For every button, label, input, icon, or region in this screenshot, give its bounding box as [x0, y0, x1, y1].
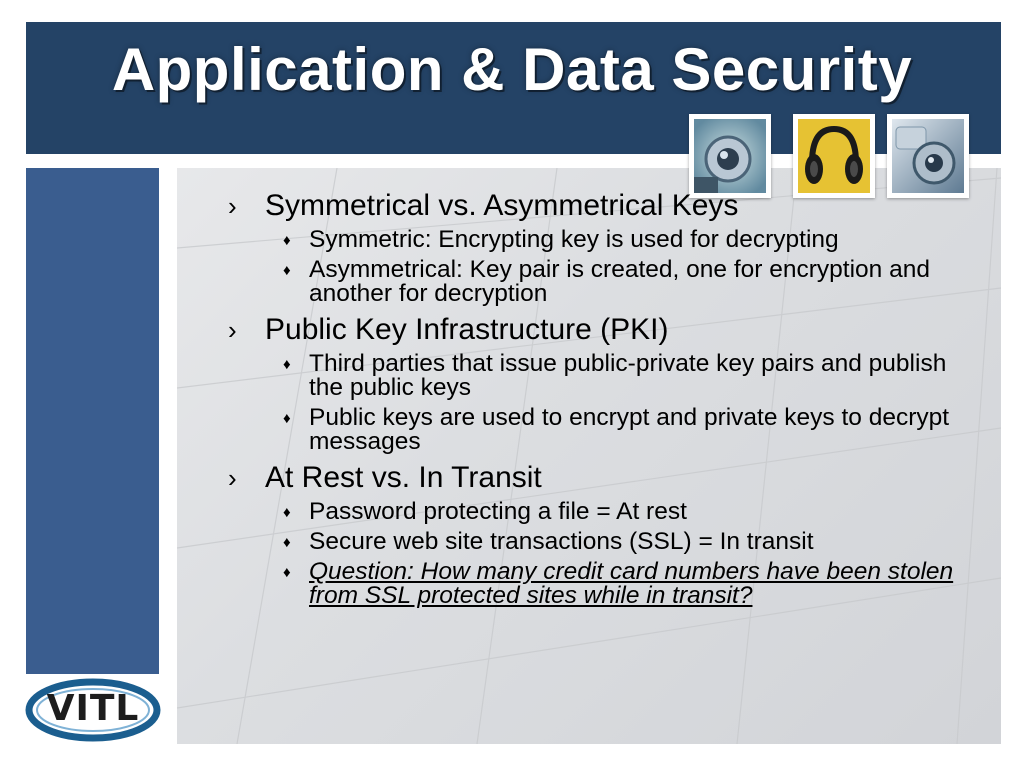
diamond-bullet-icon: ♦: [283, 504, 291, 521]
diamond-bullet-icon: ♦: [283, 534, 291, 551]
sidebar-accent: [26, 168, 159, 674]
chevron-bullet-icon: ›: [228, 315, 237, 345]
diamond-bullet-icon: ♦: [283, 232, 291, 249]
diamond-bullet-icon: ♦: [283, 564, 291, 581]
diamond-bullet-icon: ♦: [283, 410, 291, 427]
sub-bullet-text: Secure web site transactions (SSL) = In transit: [309, 528, 814, 555]
sub-bullet-text: Password protecting a file = At rest: [309, 498, 687, 525]
sub-bullet: [273, 530, 968, 554]
sub-bullet-question: [273, 560, 968, 608]
question-text: Question: How many credit card numbers have been stolen from SSL protected sites while in transit?: [309, 558, 954, 609]
sub-bullet: [273, 228, 968, 252]
bullet-symmetric-keys: [228, 190, 968, 222]
sub-bullet-text: Third parties that issue public-private key pairs and publish the public keys: [309, 350, 947, 401]
bullet-at-rest-in-transit: [228, 462, 968, 494]
bullet-pki: [228, 314, 968, 346]
sub-bullet: [273, 406, 968, 454]
chevron-bullet-icon: ›: [228, 463, 237, 493]
sub-bullet-text: Public keys are used to encrypt and private keys to decrypt messages: [309, 404, 950, 455]
sub-bullet: [273, 352, 968, 400]
vitl-logo: [24, 676, 162, 742]
sub-bullet-text: Asymmetrical: Key pair is created, one for encryption and another for decryption: [309, 256, 930, 307]
chevron-bullet-icon: ›: [228, 191, 237, 221]
sub-bullet: [273, 500, 968, 524]
sub-bullet-text: Symmetric: Encrypting key is used for decrypting: [309, 226, 839, 253]
bullet-list: [228, 186, 968, 608]
sub-bullet: [273, 258, 968, 306]
diamond-bullet-icon: ♦: [283, 262, 291, 279]
bullet-text: At Rest vs. In Transit: [265, 461, 542, 494]
diamond-bullet-icon: ♦: [283, 356, 291, 373]
slide-title: Application & Data Security: [111, 36, 913, 103]
bullet-text: Public Key Infrastructure (PKI): [265, 313, 669, 346]
logo-text: VITL: [46, 688, 140, 729]
bullet-text: Symmetrical vs. Asymmetrical Keys: [265, 189, 739, 222]
